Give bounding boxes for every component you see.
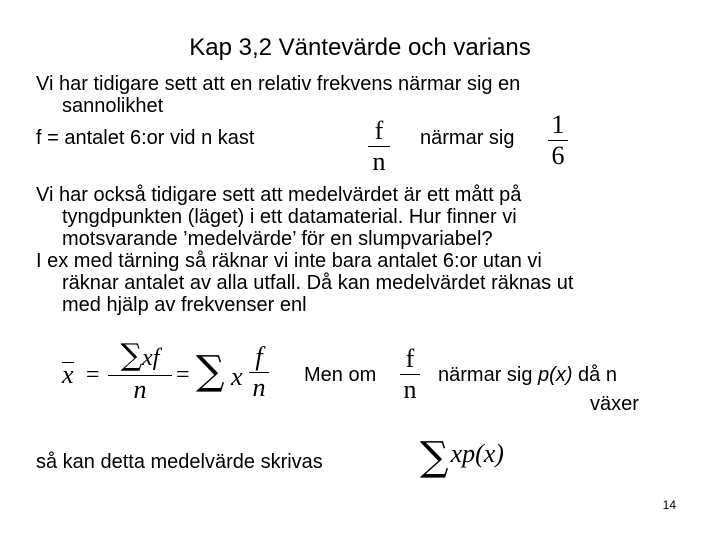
fraction-denominator: n — [252, 373, 266, 402]
text-approaches-suffix: då n — [572, 364, 617, 386]
text-approaches-prefix: närmar sig — [438, 364, 539, 386]
fraction-f-over-n — [364, 118, 394, 175]
formula-equals: = — [86, 362, 100, 388]
fraction-denominator: n — [403, 375, 417, 404]
slide-title: Kap 3,2 Väntevärde och varians — [189, 34, 531, 61]
fraction-denominator: n — [372, 147, 386, 176]
fraction-denominator: n — [133, 375, 147, 404]
sum-symbol: ∑ — [420, 434, 449, 480]
text-line-f-definition: f = antalet 6:or vid n kast — [36, 127, 255, 149]
paragraph-relative-frequency — [36, 73, 696, 117]
text-line: motsvarande ’medelvärde’ för en slumpvariabel? — [62, 228, 493, 250]
formula-xpx: xp(x) — [450, 439, 504, 468]
fraction-f-over-n — [396, 346, 424, 403]
fraction-denominator: 6 — [551, 141, 565, 170]
fraction-numerator: 1 — [551, 110, 565, 139]
text-mean-written: så kan detta medelvärde skrivas — [36, 451, 323, 473]
fraction-sum-xf-over-n — [108, 340, 172, 404]
fraction-numerator: f — [405, 344, 415, 373]
sum-symbol: ∑ — [120, 338, 143, 373]
fraction-numerator: f — [374, 116, 384, 145]
text-line: tyngdpunkten (läget) i ett datamaterial. Hur finner vi — [62, 206, 517, 228]
text-men-om: Men om — [304, 364, 377, 386]
formula-x-bar: x — [62, 360, 74, 389]
text-line: med hjälp av frekvenser enl — [62, 294, 307, 316]
fraction-one-sixth — [544, 112, 572, 169]
text-line: Vi har också tidigare sett att medelvärdet är ett mått på — [36, 184, 522, 206]
text-approaches-px — [438, 364, 617, 387]
fraction-numerator: f — [255, 342, 263, 371]
fraction-f-over-n — [246, 344, 272, 401]
formula-xf: xf — [142, 345, 160, 371]
text-approaches: närmar sig — [420, 127, 515, 149]
formula-x: x — [231, 362, 243, 391]
text-line: Vi har tidigare sett att en relativ frekvens närmar sig en — [36, 73, 521, 95]
text-line: räknar antalet av alla utfall. Då kan medelvärdet räknas ut — [62, 272, 574, 294]
text-line: I ex med tärning så räknar vi inte bara antalet 6:or utan vi — [36, 250, 542, 272]
formula-equals: = — [176, 362, 190, 388]
sum-symbol: ∑ — [196, 348, 225, 394]
text-grows: växer — [590, 393, 639, 415]
text-px: p(x) — [538, 364, 573, 386]
formula-sum-xpx — [420, 434, 502, 480]
paragraph-mean-value — [36, 184, 696, 316]
text-line: sannolikhet — [62, 95, 164, 117]
page-number: 14 — [662, 498, 676, 512]
